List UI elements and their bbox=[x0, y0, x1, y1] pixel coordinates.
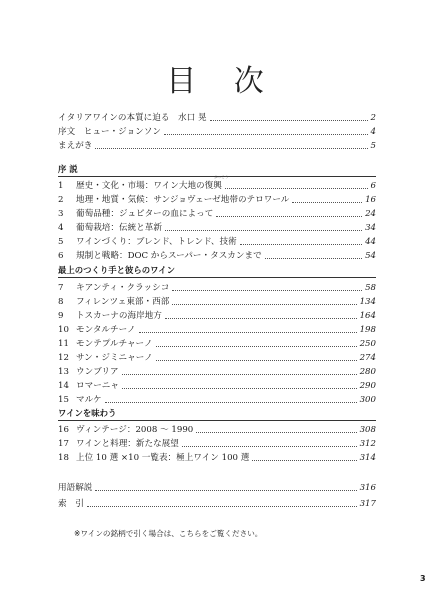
entry-page-number: 2 bbox=[370, 113, 376, 123]
dot-leader bbox=[165, 318, 357, 319]
entry-title: ワインと料理：新たな展望 bbox=[76, 439, 179, 449]
entry-title: 葡萄品種：ジュピターの血によって bbox=[76, 209, 214, 219]
entry-page-number: 134 bbox=[359, 297, 376, 307]
chapter-number: 16 bbox=[58, 425, 69, 435]
entry-page-number: 198 bbox=[359, 325, 376, 335]
entry-page-number: 274 bbox=[359, 353, 376, 363]
entry-page-number: 6 bbox=[370, 181, 376, 191]
index-note: ※ワインの銘柄で引く場合は、こちらをご覧ください。 bbox=[74, 529, 263, 538]
entry-page-number: 314 bbox=[359, 453, 376, 463]
toc-entry bbox=[58, 138, 376, 152]
dot-leader bbox=[172, 304, 356, 305]
chapter-number: 2 bbox=[58, 195, 64, 205]
dot-leader bbox=[216, 216, 362, 217]
chapter-number: 5 bbox=[58, 237, 64, 247]
dot-leader bbox=[156, 346, 357, 347]
section-heading-text: 序 説 bbox=[58, 164, 78, 174]
entry-title: 索 引 bbox=[58, 499, 84, 509]
entry-page-number: 5 bbox=[370, 141, 376, 151]
entry-title: 歴史・文化・市場：ワイン大地の復興 bbox=[76, 181, 222, 191]
chapter-number: 10 bbox=[58, 325, 69, 335]
toc-entry bbox=[58, 336, 376, 350]
entry-title: 上位 10 選 ×10 一覧表：極上ワイン 100 選 bbox=[76, 453, 250, 463]
dot-leader bbox=[182, 446, 357, 447]
chapter-number: 4 bbox=[58, 223, 64, 233]
entry-title: イタリアワインの本質に迫る 水口 晃 bbox=[58, 113, 207, 123]
chapter-number: 6 bbox=[58, 251, 64, 261]
toc-entry bbox=[58, 192, 376, 206]
chapter-number: 15 bbox=[58, 395, 69, 405]
chapter-number: 8 bbox=[58, 297, 64, 307]
entry-page-number: 300 bbox=[359, 395, 376, 405]
entry-title: モンテプルチャーノ bbox=[76, 339, 153, 349]
entry-page-number: 58 bbox=[365, 283, 376, 293]
dot-leader bbox=[139, 332, 357, 333]
toc-entry bbox=[58, 308, 376, 322]
entry-title: 序文 ヒュー・ジョンソン bbox=[58, 127, 161, 137]
entry-title: まえがき bbox=[58, 141, 93, 151]
entry-page-number: 312 bbox=[359, 439, 376, 449]
toc-entry bbox=[58, 206, 376, 220]
dot-leader bbox=[164, 134, 368, 135]
section-heading-text: 最上のつくり手と彼らのワイン bbox=[58, 265, 175, 275]
chapter-number: 13 bbox=[58, 367, 69, 377]
dot-leader bbox=[252, 460, 356, 461]
section-heading bbox=[58, 264, 376, 278]
dot-leader bbox=[122, 374, 357, 375]
entry-title: トスカーナの海岸地方 bbox=[76, 311, 162, 321]
chapter-number: 12 bbox=[58, 353, 69, 363]
entry-title: ワインづくり：ブレンド、トレンド、技術 bbox=[76, 237, 237, 247]
entry-title: ロマーニャ bbox=[76, 381, 119, 391]
entry-page-number: 24 bbox=[365, 209, 376, 219]
toc-entry bbox=[58, 480, 376, 494]
dot-leader bbox=[225, 188, 368, 189]
entry-title: モンタルチーノ bbox=[76, 325, 136, 335]
toc-entry bbox=[58, 124, 376, 138]
toc-entry bbox=[58, 178, 376, 192]
toc-entry bbox=[58, 110, 376, 124]
section-heading bbox=[58, 407, 376, 421]
entry-title: マルケ bbox=[76, 395, 102, 405]
toc-entry bbox=[58, 364, 376, 378]
dot-leader bbox=[165, 230, 362, 231]
dot-leader bbox=[122, 388, 357, 389]
toc-entry bbox=[58, 422, 376, 436]
section-heading-text: ワインを味わう bbox=[58, 408, 117, 418]
entry-title: 葡萄栽培：伝統と革新 bbox=[76, 223, 162, 233]
dot-leader bbox=[240, 244, 362, 245]
dot-leader bbox=[196, 432, 356, 433]
toc-entry bbox=[58, 280, 376, 294]
page-number: 3 bbox=[420, 574, 426, 583]
toc-entry bbox=[58, 220, 376, 234]
entry-page-number: 317 bbox=[359, 499, 376, 509]
entry-title: ヴィンテージ：2008 〜 1990 bbox=[76, 425, 194, 435]
entry-page-number: 54 bbox=[365, 251, 376, 261]
dot-leader bbox=[172, 290, 362, 291]
entry-page-number: 250 bbox=[359, 339, 376, 349]
toc-entry bbox=[58, 322, 376, 336]
dot-leader bbox=[87, 506, 357, 507]
toc-entry bbox=[58, 436, 376, 450]
chapter-number: 9 bbox=[58, 311, 64, 321]
entry-title: 規制と戦略：DOC からスーパー・タスカンまで bbox=[76, 251, 262, 261]
furigana: ふっこう bbox=[214, 175, 229, 179]
toc-entry bbox=[58, 450, 376, 464]
entry-page-number: 316 bbox=[359, 483, 376, 493]
entry-title: フィレンツェ東部・西部 bbox=[76, 297, 170, 307]
entry-page-number: 16 bbox=[365, 195, 376, 205]
dot-leader bbox=[210, 120, 368, 121]
dot-leader bbox=[156, 360, 357, 361]
dot-leader bbox=[95, 148, 367, 149]
chapter-number: 1 bbox=[58, 181, 64, 191]
entry-title: 地理・地質・気候：サンジョヴェーゼ地帯のテロワール bbox=[76, 195, 290, 205]
chapter-number: 14 bbox=[58, 381, 69, 391]
toc-entry bbox=[58, 294, 376, 308]
chapter-number: 3 bbox=[58, 209, 64, 219]
entry-title: ウンブリア bbox=[76, 367, 119, 377]
entry-title: 用語解説 bbox=[58, 483, 93, 493]
entry-page-number: 164 bbox=[359, 311, 376, 321]
dot-leader bbox=[95, 490, 356, 491]
page-title: 目 次 bbox=[166, 64, 278, 99]
chapter-number: 11 bbox=[58, 339, 69, 349]
entry-title: キアンティ・クラッシコ bbox=[76, 283, 170, 293]
entry-page-number: 44 bbox=[365, 237, 376, 247]
toc-entry bbox=[58, 234, 376, 248]
toc-entry bbox=[58, 350, 376, 364]
toc-entry bbox=[58, 248, 376, 262]
toc-entry bbox=[58, 496, 376, 510]
dot-leader bbox=[292, 202, 362, 203]
chapter-number: 17 bbox=[58, 439, 69, 449]
toc-entry bbox=[58, 378, 376, 392]
entry-page-number: 34 bbox=[365, 223, 376, 233]
entry-page-number: 4 bbox=[370, 127, 376, 137]
chapter-number: 7 bbox=[58, 283, 64, 293]
entry-page-number: 290 bbox=[359, 381, 376, 391]
entry-page-number: 280 bbox=[359, 367, 376, 377]
dot-leader bbox=[265, 258, 362, 259]
entry-page-number: 308 bbox=[359, 425, 376, 435]
toc-entry bbox=[58, 392, 376, 406]
chapter-number: 18 bbox=[58, 453, 69, 463]
entry-title: サン・ジミニャーノ bbox=[76, 353, 153, 363]
dot-leader bbox=[105, 402, 357, 403]
